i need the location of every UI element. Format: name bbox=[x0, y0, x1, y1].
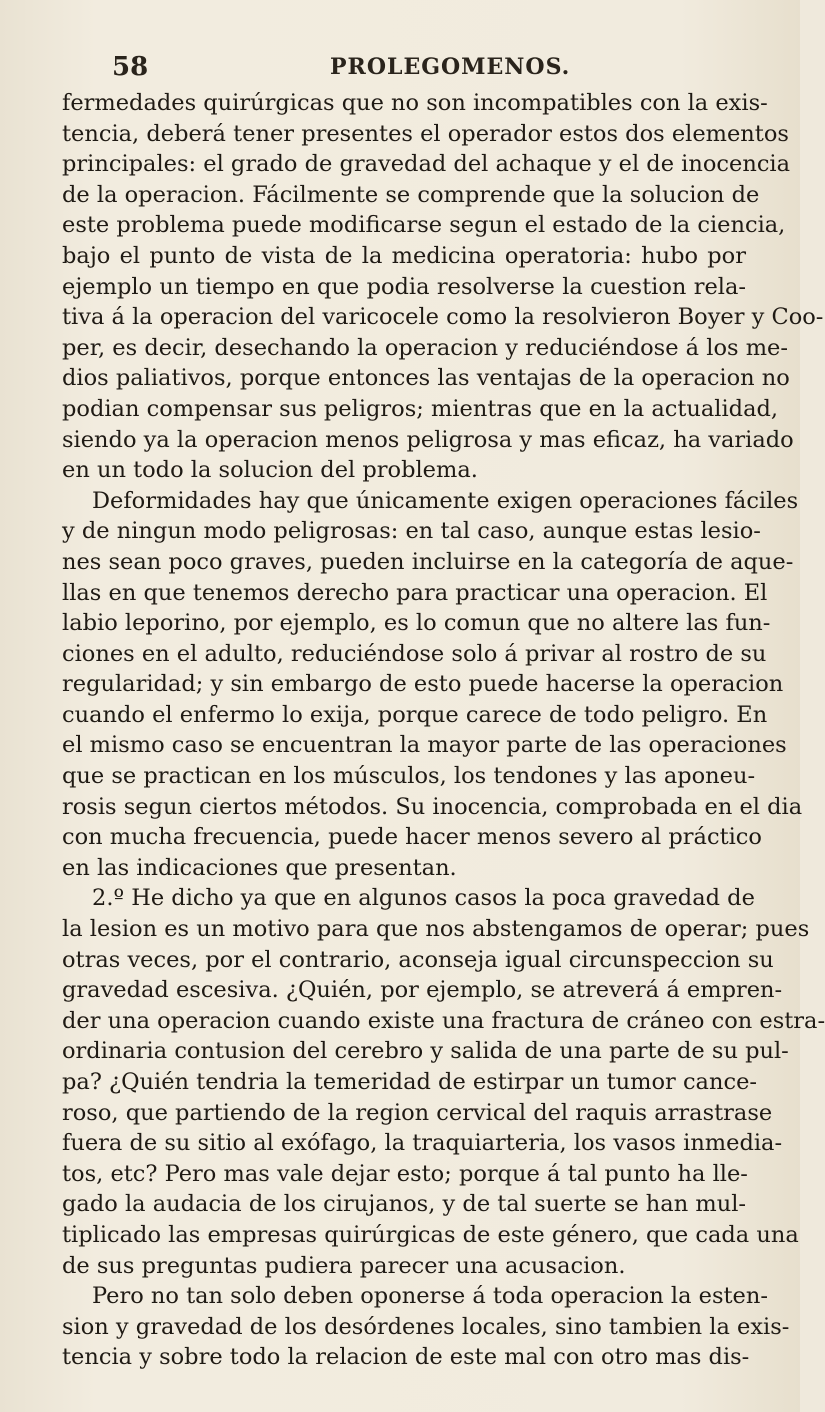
text-line: principales: el grado de gravedad del achaque y el de inocencia bbox=[62, 151, 791, 178]
text-line: rosis segun ciertos métodos. Su inocencia, comprobada en el dia bbox=[62, 793, 803, 820]
text-line: Deformidades hay que únicamente exigen operaciones fáciles bbox=[92, 487, 799, 514]
text-line: tiplicado las empresas quirúrgicas de este género, que cada una bbox=[62, 1221, 799, 1248]
text-line: otras veces, por el contrario, aconseja igual circunspeccion su bbox=[62, 946, 774, 973]
running-title: PROLEGOMENOS. bbox=[330, 54, 571, 80]
text-line: ordinaria contusion del cerebro y salida de una parte de su pul- bbox=[62, 1038, 789, 1065]
page-number: 58 bbox=[112, 52, 149, 82]
text-line: tencia y sobre todo la relacion de este mal con otro mas dis- bbox=[62, 1344, 750, 1371]
body-text bbox=[62, 88, 825, 1373]
paragraph bbox=[62, 486, 803, 884]
text-line: tencia, deberá tener presentes el operador estos dos elementos bbox=[62, 120, 789, 147]
text-line: gravedad escesiva. ¿Quién, por ejemplo, se atreverá á empren- bbox=[62, 977, 783, 1004]
text-line: fuera de su sitio al exófago, la traquiarteria, los vasos inmedia- bbox=[62, 1130, 783, 1157]
text-line: 2.º He dicho ya que en algunos casos la poca gravedad de bbox=[92, 885, 755, 912]
text-line: labio leporino, por ejemplo, es lo comun que no altere las fun- bbox=[62, 610, 771, 637]
text-line: en las indicaciones que presentan. bbox=[62, 854, 457, 881]
text-line: Pero no tan solo deben oponerse á toda operacion la esten- bbox=[92, 1283, 768, 1310]
running-head bbox=[112, 50, 752, 90]
text-line: fermedades quirúrgicas que no son incompatibles con la exis- bbox=[62, 90, 768, 116]
text-line: con mucha frecuencia, puede hacer menos severo al práctico bbox=[62, 824, 762, 851]
text-line: tos, etc? Pero mas vale dejar esto; porque á tal punto ha lle- bbox=[62, 1160, 748, 1187]
text-line: que se practican en los músculos, los tendones y las aponeu- bbox=[62, 763, 756, 790]
paragraph bbox=[62, 883, 825, 1281]
text-line: tiva á la operacion del varicocele como la resolvieron Boyer y Coo- bbox=[62, 304, 824, 331]
text-line: y de ningun modo peligrosas: en tal caso, aunque estas lesio- bbox=[62, 518, 761, 545]
text-line: cuando el enfermo lo exija, porque carece de todo peligro. En bbox=[62, 701, 768, 728]
text-line: la lesion es un motivo para que nos abstengamos de operar; pues bbox=[62, 916, 810, 943]
text-line: bajo el punto de vista de la medicina operatoria: hubo por bbox=[62, 242, 746, 269]
text-line: de la operacion. Fácilmente se comprende que la solucion de bbox=[62, 181, 760, 208]
text-line: nes sean poco graves, pueden incluirse en la categoría de aque- bbox=[62, 548, 794, 575]
paragraph bbox=[62, 1281, 790, 1373]
text-line: der una operacion cuando existe una fractura de cráneo con estra- bbox=[62, 1007, 825, 1034]
paragraph bbox=[62, 88, 824, 486]
text-line: en un todo la solucion del problema. bbox=[62, 457, 478, 484]
text-line: ciones en el adulto, reduciéndose solo á privar al rostro de su bbox=[62, 640, 767, 667]
text-line: regularidad; y sin embargo de esto puede hacerse la operacion bbox=[62, 671, 784, 698]
text-line: pa? ¿Quién tendria la temeridad de estirpar un tumor cance- bbox=[62, 1069, 757, 1095]
text-line: per, es decir, desechando la operacion y reduciéndose á los me- bbox=[62, 334, 788, 361]
text-line: gado la audacia de los cirujanos, y de tal suerte se han mul- bbox=[62, 1191, 746, 1218]
text-line: el mismo caso se encuentran la mayor parte de las operaciones bbox=[62, 732, 787, 759]
text-line: sion y gravedad de los desórdenes locales, sino tambien la exis- bbox=[62, 1313, 790, 1340]
text-line: dios paliativos, porque entonces las ventajas de la operacion no bbox=[62, 365, 790, 392]
text-line: ejemplo un tiempo en que podia resolverse la cuestion rela- bbox=[62, 273, 746, 300]
text-line: de sus preguntas pudiera parecer una acusacion. bbox=[62, 1252, 626, 1279]
text-line: roso, que partiendo de la region cervical del raquis arrastrase bbox=[62, 1099, 773, 1126]
text-line: siendo ya la operacion menos peligrosa y mas eficaz, ha variado bbox=[62, 426, 794, 453]
text-line: este problema puede modificarse segun el estado de la ciencia, bbox=[62, 212, 786, 239]
text-line: podian compensar sus peligros; mientras que en la actualidad, bbox=[62, 395, 779, 422]
text-line: llas en que tenemos derecho para practicar una operacion. El bbox=[62, 579, 768, 606]
